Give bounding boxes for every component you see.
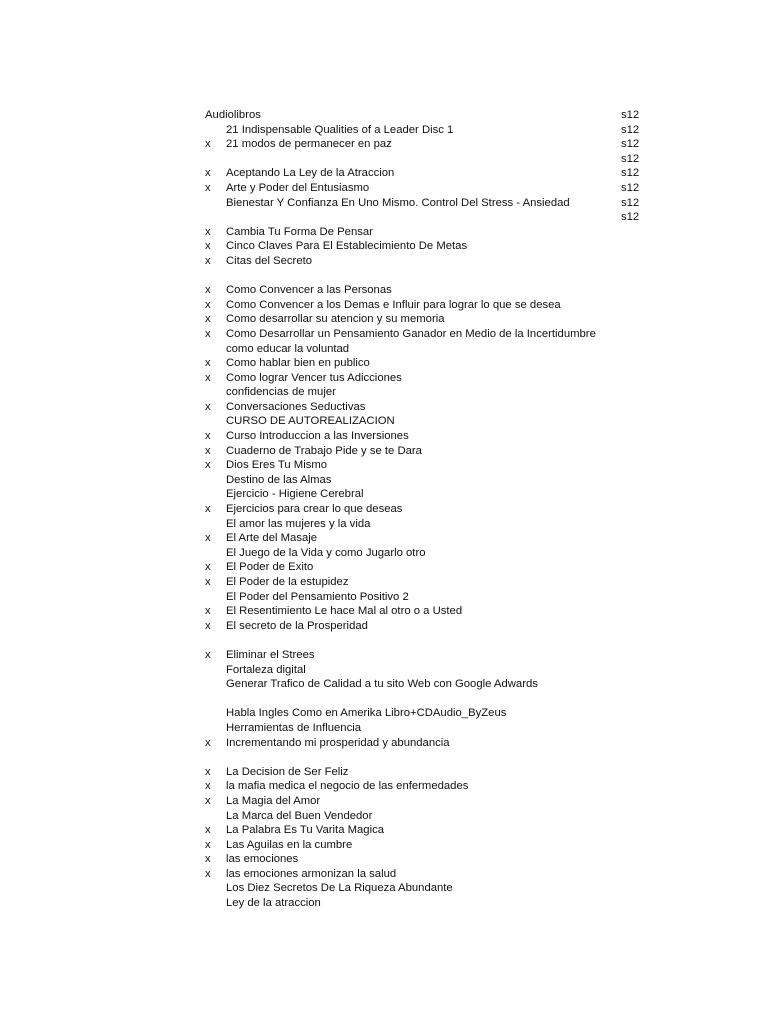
item-title: La Marca del Buen Vendedor	[226, 809, 373, 822]
code-cell: s12	[621, 196, 640, 209]
item-title: La Magia del Amor	[226, 794, 321, 807]
code-cell: s12	[621, 167, 640, 180]
status-mark: x	[205, 357, 211, 370]
code-cell: s12	[621, 138, 640, 151]
status-mark: x	[205, 284, 211, 297]
status-mark: x	[205, 181, 211, 194]
item-title: Generar Trafico de Calidad a tu sito Web con Google Adwards	[226, 678, 538, 691]
section-heading: Audiolibros	[205, 109, 261, 121]
item-title: Ejercicios para crear lo que deseas	[226, 503, 403, 516]
item-title: El Poder de la estupidez	[226, 576, 349, 588]
status-mark: x	[205, 648, 211, 661]
code-cell: s12	[621, 109, 640, 121]
item-title: CURSO DE AUTOREALIZACION	[226, 415, 395, 428]
status-mark: x	[205, 867, 211, 880]
status-mark: x	[205, 225, 211, 238]
item-title: La Palabra Es Tu Varita Magica	[226, 824, 385, 837]
status-mark: x	[205, 853, 211, 866]
item-title: Las Aguilas en la cumbre	[226, 838, 353, 851]
item-title: El amor las mujeres y la vida	[226, 517, 371, 530]
status-mark: x	[205, 298, 211, 311]
status-mark: x	[205, 780, 211, 793]
item-title: Como desarrollar su atencion y su memoria	[226, 313, 445, 326]
item-title: confidencias de mujer	[226, 386, 336, 399]
item-title: El secreto de la Prosperidad	[226, 619, 368, 632]
status-mark: x	[205, 459, 211, 472]
item-title: Como Desarrollar un Pensamiento Ganador en Medio de la Incertidumbre	[226, 327, 596, 340]
item-title: El Resentimiento Le hace Mal al otro o a Usted	[226, 605, 463, 618]
code-cell: s12	[621, 152, 640, 165]
status-mark: x	[205, 167, 211, 180]
item-title: como educar la voluntad	[226, 342, 350, 355]
status-mark: x	[205, 794, 211, 807]
item-title: Ejercicio - Higiene Cerebral	[226, 488, 364, 501]
item-title: Fortaleza digital	[226, 663, 306, 676]
item-title: Como lograr Vencer tus Adicciones	[226, 371, 402, 384]
item-title: Como Convencer a los Demas e Influir para lograr lo que se desea	[226, 298, 561, 311]
status-mark: x	[205, 736, 211, 749]
item-title: Dios Eres Tu Mismo	[226, 459, 328, 472]
item-title: Conversaciones Seductivas	[226, 400, 366, 413]
status-mark: x	[205, 765, 211, 778]
item-title: Cinco Claves Para El Establecimiento De Metas	[226, 240, 468, 253]
item-title: Destino de las Almas	[226, 473, 332, 486]
status-mark: x	[205, 371, 211, 384]
item-title: El Poder de Exito	[226, 561, 314, 574]
status-mark: x	[205, 400, 211, 413]
item-title: Habla Ingles Como en Amerika Libro+CDAudio_ByZeus	[226, 707, 507, 720]
status-mark: x	[205, 444, 211, 457]
status-mark: x	[205, 605, 211, 618]
item-title: Cambia Tu Forma De Pensar	[226, 225, 373, 238]
item-title: Aceptando La Ley de la Atraccion	[226, 167, 395, 180]
item-title: El Arte del Masaje	[226, 532, 318, 545]
status-mark: x	[205, 240, 211, 253]
status-mark: x	[205, 824, 211, 837]
item-title: 21 modos de permanecer en paz	[226, 138, 392, 151]
status-mark: x	[205, 532, 211, 545]
item-title: Como hablar bien en publico	[226, 357, 370, 370]
item-title: Herramientas de Influencia	[226, 721, 362, 734]
item-title: Eliminar el Strees	[226, 648, 315, 661]
status-mark: x	[205, 313, 211, 326]
status-mark: x	[205, 138, 211, 151]
status-mark: x	[205, 430, 211, 443]
code-cell: s12	[621, 123, 640, 136]
code-cell: s12	[621, 211, 640, 224]
item-title: Como Convencer a las Personas	[226, 284, 392, 297]
item-title: Curso Introduccion a las Inversiones	[226, 430, 409, 443]
item-title: Citas del Secreto	[226, 254, 313, 267]
item-title: las emociones	[226, 853, 299, 866]
status-mark: x	[205, 561, 211, 574]
code-cell: s12	[621, 181, 640, 194]
item-title: la mafia medica el negocio de las enfermedades	[226, 780, 469, 793]
item-title: Ley de la atraccion	[226, 897, 321, 910]
status-mark: x	[205, 254, 211, 267]
item-title: La Decision de Ser Feliz	[226, 765, 349, 778]
status-mark: x	[205, 576, 211, 588]
status-mark: x	[205, 327, 211, 340]
item-title: Arte y Poder del Entusiasmo	[226, 181, 370, 194]
item-title: Incrementando mi prosperidad y abundancia	[226, 736, 450, 749]
status-mark: x	[205, 619, 211, 632]
code-column	[621, 108, 639, 225]
item-title: El Juego de la Vida y como Jugarlo otro	[226, 546, 426, 559]
status-mark: x	[205, 503, 211, 516]
item-title: Bienestar Y Confianza En Uno Mismo. Control Del Stress - Ansiedad	[226, 196, 570, 209]
item-title: Cuaderno de Trabajo Pide y se te Dara	[226, 444, 422, 457]
item-title: 21 Indispensable Qualities of a Leader Disc 1	[226, 123, 454, 136]
status-mark: x	[205, 838, 211, 851]
item-title: El Poder del Pensamiento Positivo 2	[226, 590, 409, 603]
item-title: Los Diez Secretos De La Riqueza Abundante	[226, 882, 453, 895]
item-title: las emociones armonizan la salud	[226, 867, 397, 880]
